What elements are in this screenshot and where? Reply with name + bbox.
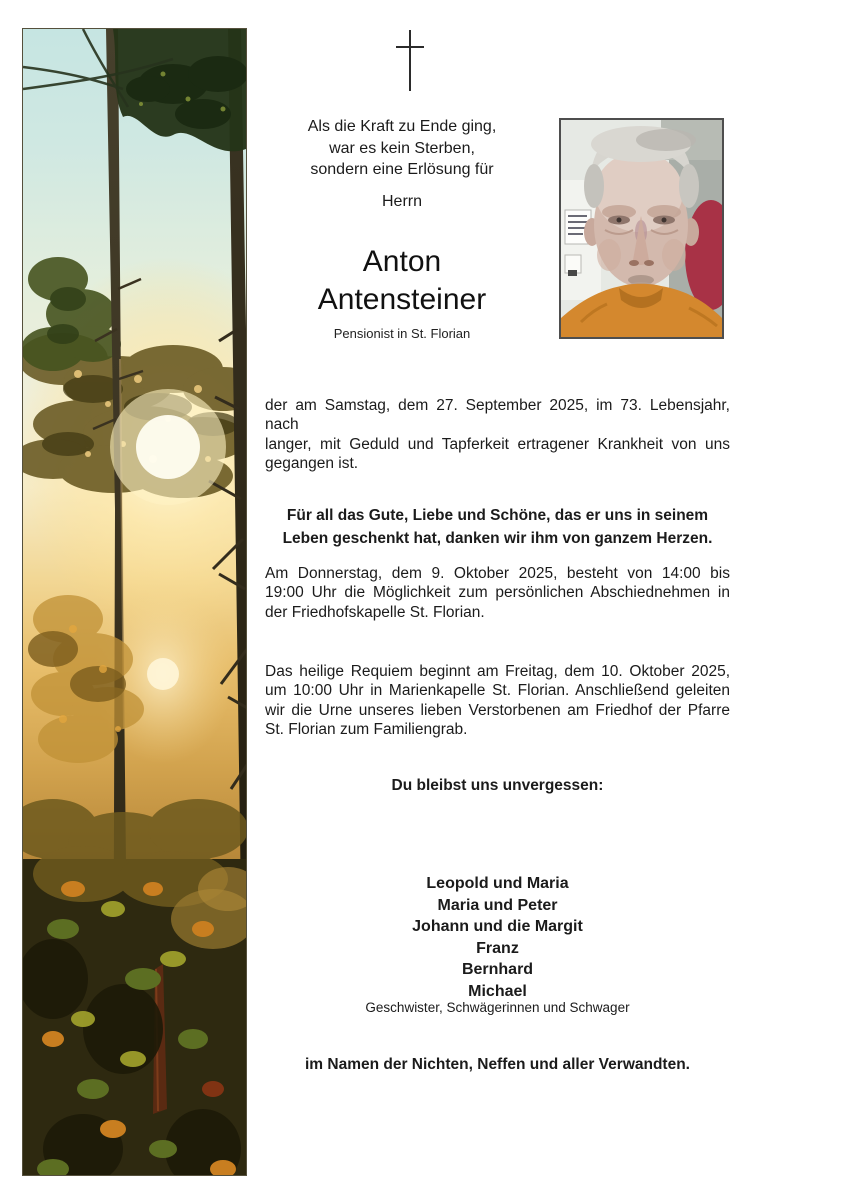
portrait-photo	[559, 118, 724, 339]
mourner-name: Johann und die Margit	[412, 918, 583, 936]
requiem-paragraph	[265, 662, 730, 740]
mourners-relation: Geschwister, Schwägerinnen und Schwager	[365, 1000, 630, 1015]
paragraph-line: Das heilige Requiem beginnt am Freitag, dem 10. Oktober 2025,	[265, 663, 730, 680]
deceased-first-name: Anton	[362, 245, 442, 278]
intro-line: sondern eine Erlösung für	[310, 161, 494, 179]
intro-line: Als die Kraft zu Ende ging,	[307, 118, 497, 135]
paragraph-line: gegangen ist.	[265, 455, 359, 473]
deceased-last-name: Antensteiner	[317, 283, 487, 316]
paragraph-line: der am Samstag, dem 27. September 2025, im 73. Lebensjahr, nach	[265, 397, 730, 434]
intro-line: war es kein Sterben,	[329, 139, 475, 157]
occupation: Pensionist in St. Florian	[333, 326, 471, 341]
mourner-name: Leopold und Maria	[426, 875, 569, 892]
deceased-name	[252, 243, 552, 319]
paragraph-line: Am Donnerstag, dem 9. Oktober 2025, besteht von 14:00 bis	[265, 565, 730, 582]
thanks-line: Für all das Gute, Liebe und Schöne, das er uns in seinem	[286, 507, 709, 524]
viewing-paragraph	[265, 564, 730, 622]
mourner-name: Franz	[476, 939, 519, 957]
remembrance-line: Du bleibst uns unvergessen:	[391, 777, 604, 794]
mourner-name: Bernhard	[461, 961, 534, 979]
intro-verse	[252, 116, 552, 181]
closing-line: im Namen der Nichten, Neffen und aller Verwandten.	[304, 1056, 690, 1073]
paragraph-line: der Friedhofskapelle St. Florian.	[265, 603, 485, 621]
forest-photo-graphic	[23, 29, 246, 1175]
forest-photo	[22, 28, 247, 1176]
paragraph-line: 19:00 Uhr die Möglichkeit zum persönlichen Abschiednehmen in	[265, 584, 730, 602]
portrait-graphic	[561, 120, 722, 337]
paragraph-line: wir die Urne unseres lieben Verstorbenen am Friedhof der Pfarre	[265, 701, 730, 719]
salutation: Herrn	[381, 193, 422, 210]
paragraph-line: um 10:00 Uhr in Marienkapelle St. Florian. Anschließend geleiten	[265, 682, 730, 700]
thanks-verse	[265, 504, 730, 550]
cross-icon	[382, 27, 438, 95]
mourner-name: Maria und Peter	[437, 896, 558, 914]
thanks-line: Leben geschenkt hat, danken wir ihm von ganzem Herzen.	[282, 530, 713, 547]
death-notice-paragraph	[265, 396, 730, 474]
paragraph-line: langer, mit Geduld und Tapferkeit ertragener Krankheit von uns	[265, 435, 730, 453]
mourners-list	[265, 873, 730, 1003]
mourner-name: Michael	[468, 982, 527, 1000]
paragraph-line: St. Florian zum Familiengrab.	[265, 721, 468, 739]
